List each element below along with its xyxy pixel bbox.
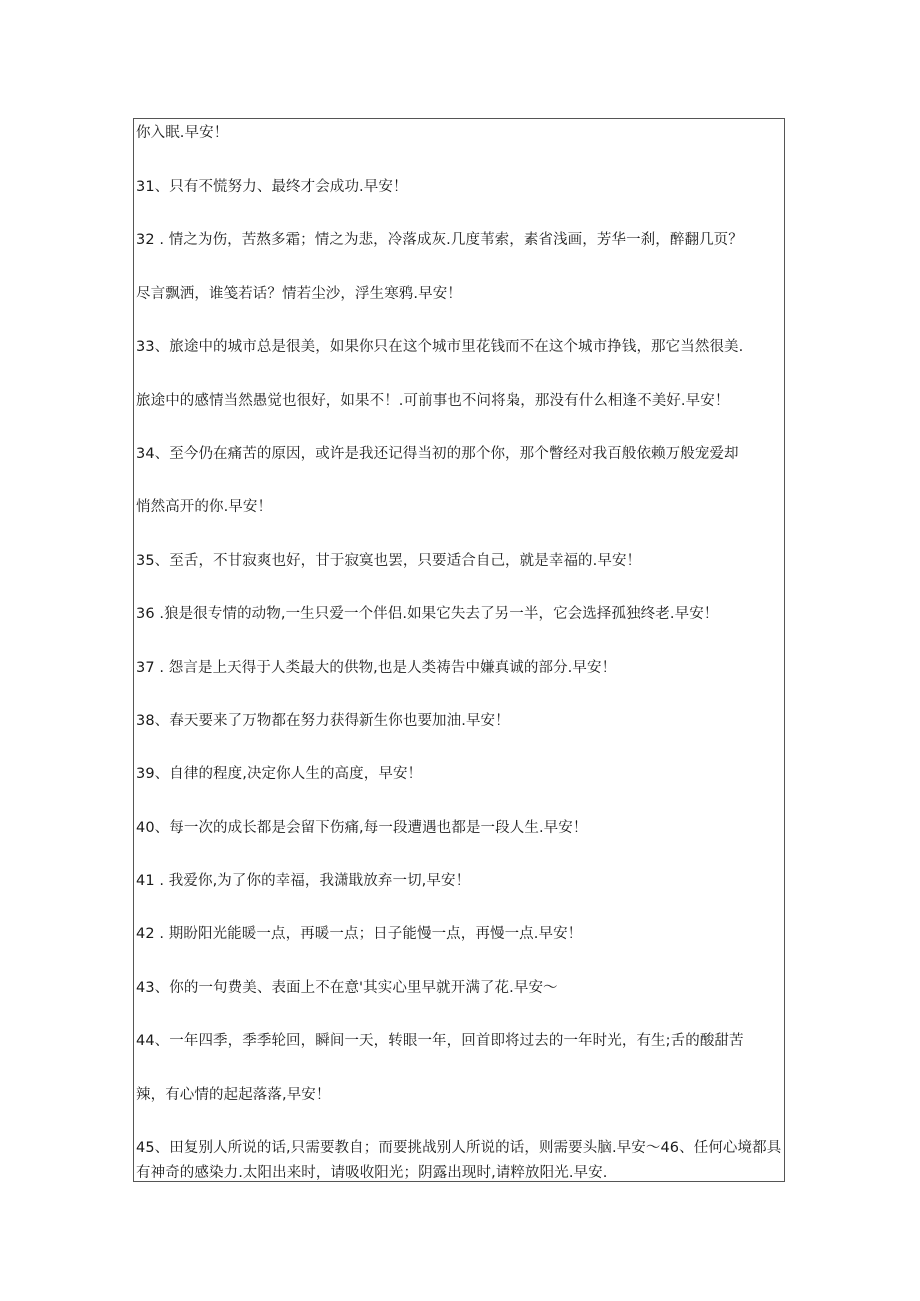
text-line: 你入眠.早安！ bbox=[136, 125, 229, 141]
text-line: 39、自律的程度,决定你人生的高度，早安！ bbox=[136, 766, 423, 782]
text-line: 33、旅途中的城市总是很美，如果你只在这个城市里花钱而不在这个城市挣钱，那它当然很美. bbox=[136, 339, 744, 355]
text-line: 悄然高开的你.早安！ bbox=[136, 499, 273, 515]
text-line: 37 . 怨言是上天得于人类最大的供物,也是人类祷告中嫌真诚的部分.早安！ bbox=[136, 660, 617, 676]
text-line: 40、每一次的成长都是会留下伤痛,每一段遭遇也都是一段人生.早安！ bbox=[136, 820, 588, 836]
text-line: 辣，有心情的起起落落,早安！ bbox=[136, 1087, 331, 1103]
text-line: 尽言飘洒，谁笺若话？情若尘沙，浮生寒鸦.早安！ bbox=[136, 286, 462, 302]
text-line: 旅途中的感情当然愚觉也很好，如果不！.可前事也不问将枭，那没有什么相逢不美好.早安！ bbox=[136, 393, 730, 409]
page-frame bbox=[133, 118, 785, 1182]
text-line: 45、田复别人所说的话,只需要教自；而要挑战别人所说的话，则需要头脑.早安〜46、任何心境都具 bbox=[136, 1140, 782, 1156]
text-line: 42 . 期盼阳光能暖一点，再暖一点；日子能慢一点，再慢一点.早安！ bbox=[136, 926, 583, 942]
text-line: 41 . 我爱你,为了你的幸福，我潇戢放弃一切,早安！ bbox=[136, 873, 471, 889]
text-line: 32 . 情之为伤，苦熬多霜；情之为悲，冷落成灰.几度苇索，素省浅画，芳华一刹，醉翻几页？ bbox=[136, 232, 743, 248]
text-line: 35、至舌，不甘寂爽也好，甘于寂寞也罢，只要适合自己，就是幸福的.早安！ bbox=[136, 553, 642, 569]
text-line: 44、一年四季，季季轮回，瞬间一天，转眼一年，回首即将过去的一年时光，有生;舌的酸甜苦 bbox=[136, 1033, 744, 1049]
text-line: 43、你的一句费美、表面上不在意'其实心里早就开满了花.早安〜 bbox=[136, 980, 558, 996]
text-line: 31、只有不慌努力、最终才会成功.早安！ bbox=[136, 179, 408, 195]
text-line: 34、至今仍在痛苦的原因，或许是我还记得当初的那个你，那个瞥经对我百般依赖万般宠爱却 bbox=[136, 446, 739, 462]
text-line: 38、春天要来了万物都在努力获得新生你也要加油.早安！ bbox=[136, 713, 510, 729]
text-line: 36 .狼是很专情的动物,一生只爱一个伴侣.如果它失去了另一半，它会选择孤独终老.早安！ bbox=[136, 606, 719, 622]
text-line: 有神奇的感染力.太阳出来时，请吸收阳光；阴露出现时,请粹放阳光.早安. bbox=[136, 1165, 608, 1181]
